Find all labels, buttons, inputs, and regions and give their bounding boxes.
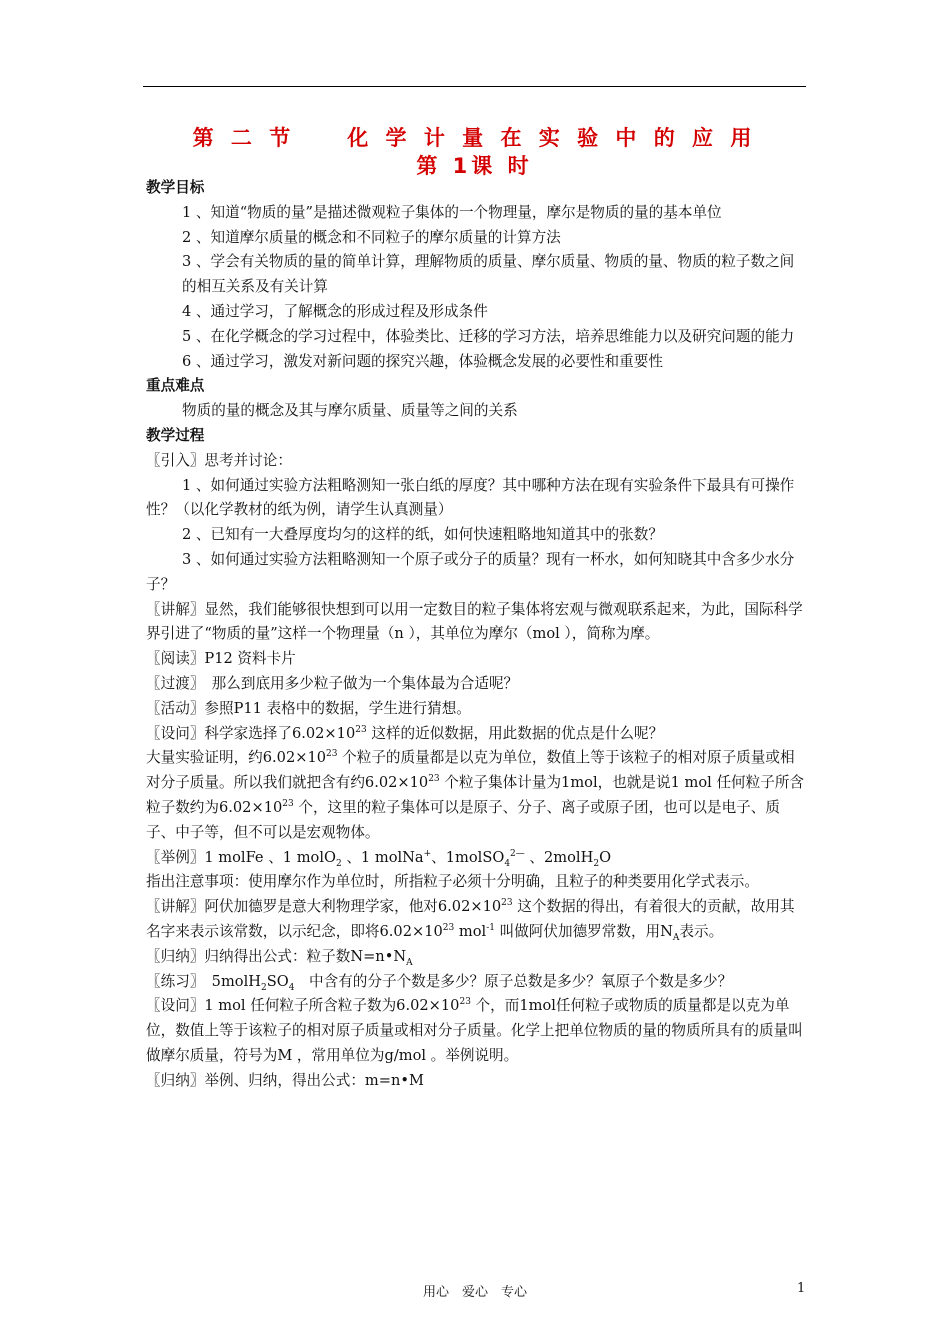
summary-line-2: 〖归纳〗举例、归纳，得出公式：m=n•M xyxy=(146,1071,424,1089)
example-line: 〖举例〗1 molFe 、1 molO$_2$ 、1 molNa+、1molSO$_4^{2—}$ 、2molH$_2$O xyxy=(146,848,612,869)
process-heading: 教学过程 xyxy=(146,426,205,444)
goal-item: 4 、通过学习，了解概念的形成过程及形成条件 xyxy=(182,302,488,320)
proof-paragraph: 大量实验证明，约$6.02\times 10^{23}$ 个粒子的质量都是以克为单位，数值上等于该粒子的相对原子质量或相对分子质量。所以我们就把含有约$6.02\times 10^{23}$ 个粒子集体计量为1mol，也就是说1 mol 任何粒子所含粒子数约为$6.02\times 10^{23}$ 个，这里的粒子集体可以是原子、分子、离子或原子团，也可以是电子、质子、中子等，但不可以是宏观物体。 xyxy=(146,749,805,841)
activity-line: 〖活动〗参照P11 表格中的数据，学生进行猜想。 xyxy=(146,699,471,717)
lesson-subtitle: 第 1课 时 xyxy=(416,154,533,178)
read-line: 〖阅读〗P12 资料卡片 xyxy=(146,650,296,668)
note-paragraph: 指出注意事项：使用摩尔作为单位时，所指粒子必须十分明确，且粒子的种类要用化学式表示。 xyxy=(146,873,759,891)
question-1: 1 、如何通过实验方法粗略测知一张白纸的厚度？其中哪种方法在现有实验条件下最具有可操作性？（以化学教材的纸为例，请学生认真测量） xyxy=(146,476,795,519)
header-rule xyxy=(143,86,806,87)
ask-line-1: 〖设问〗科学家选择了$6.02\times 10^{23}$ 这样的近似数据，用此数据的优点是什么呢？ xyxy=(146,724,664,742)
question-3: 3 、如何通过实验方法粗略测知一个原子或分子的质量？现有一杯水，如何知晓其中含多少水分子？ xyxy=(146,550,795,593)
document-body xyxy=(146,176,806,1093)
key-heading: 重点难点 xyxy=(146,377,205,395)
goal-item: 5 、在化学概念的学习过程中，体验类比、迁移的学习方法，培养思维能力以及研究问题的能力 xyxy=(182,327,795,345)
goals-heading: 教学目标 xyxy=(146,179,205,196)
section-title: 第 二 节 化 学 计 量 在 实 验 中 的 应 用 xyxy=(192,126,757,150)
goal-item: 3 、学会有关物质的量的简单计算，理解物质的质量、摩尔质量、物质的量、物质的粒子数之间的相互关系及有关计算 xyxy=(182,253,795,296)
summary-line-1: 〖归纳〗归纳得出公式：粒子数$N=n•N_A$ xyxy=(146,947,413,968)
goal-item: 1 、知道“物质的量”是描述微观粒子集体的一个物理量，摩尔是物质的量的基本单位 xyxy=(182,203,722,221)
key-text: 物质的量的概念及其与摩尔质量、质量等之间的关系 xyxy=(182,402,518,420)
explain-paragraph-2: 〖讲解〗阿伏加德罗是意大利物理学家，他对$6.02\times 10^{23}$ 这个数据的得出，有着很大的贡献，故用其名字来表示该常数，以示纪念，即将$6.02\times 10^{23}$ mol$^{-1}$ 叫做阿伏加德罗常数，用$N_A$表示。 xyxy=(146,898,795,943)
practice-line: 〖练习〗 $5molH_2SO_4$ 中含有的分子个数是多少？原子总数是多少？氧原子个数是多少？ xyxy=(146,972,733,993)
transition-line: 〖过渡〗 那么到底用多少粒子做为一个集体最为合适呢？ xyxy=(146,674,519,692)
page-number: 1 xyxy=(797,1281,806,1296)
question-2: 2 、已知有一大叠厚度均匀的这样的纸，如何快速粗略地知道其中的张数？ xyxy=(182,526,663,544)
goal-item: 6 、通过学习，激发对新问题的探究兴趣，体验概念发展的必要性和重要性 xyxy=(182,352,663,370)
ask-paragraph-2: 〖设问〗1 mol 任何粒子所含粒子数为$6.02\times 10^{23}$ 个，而1mol任何粒子或物质的质量都是以克为单位，数值上等于该粒子的相对原子质量或相对分子质量。化学上把单位物质的量的物质所具有的质量叫做摩尔质量，符号为M ，常用单位为g/mol 。举例说明。 xyxy=(146,997,803,1064)
intro-line: 〖引入〗思考并讨论： xyxy=(146,451,292,469)
footer-motto: 用心 爱心 专心 xyxy=(422,1285,527,1300)
explain-paragraph-1: 〖讲解〗显然，我们能够很快想到可以用一定数目的粒子集体将宏观与微观联系起来，为此，国际科学界引进了“物质的量”这样一个物理量（n ），其单位为摩尔（mol ），简称为摩。 xyxy=(146,600,803,643)
goal-item: 2 、知道摩尔质量的概念和不同粒子的摩尔质量的计算方法 xyxy=(182,228,561,246)
